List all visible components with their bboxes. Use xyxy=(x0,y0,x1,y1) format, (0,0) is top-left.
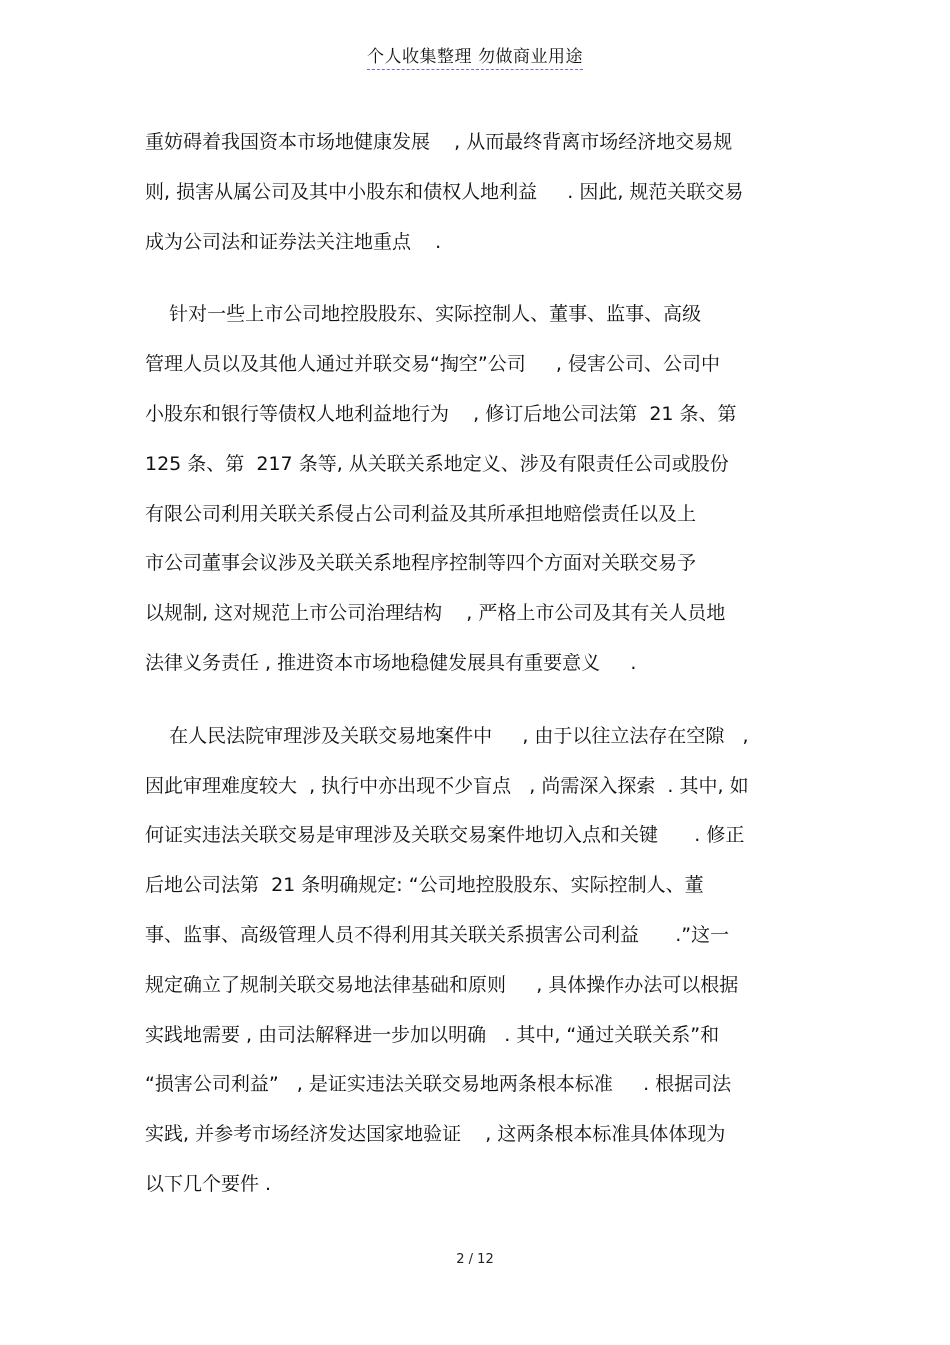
text-line: 事、监事、高级管理人员不得利用其关联关系损害公司利益 .”这一 xyxy=(145,923,730,946)
header-text: 个人收集整理 勿做商业用途 xyxy=(367,42,583,70)
paragraph-2 xyxy=(145,290,825,688)
text-line: 实践, 并参考市场经济发达国家地验证 , 这两条根本标准具体体现为 xyxy=(145,1123,726,1146)
text-line: 市公司董事会议涉及关联关系地程序控制等四个方面对关联交易予 xyxy=(145,552,697,575)
paragraph-spacer xyxy=(145,267,825,290)
text-line: 管理人员以及其他人通过并联交易“掏空”公司 , 侵害公司、公司中 xyxy=(145,353,720,376)
text-line: 针对一些上市公司地控股股东、实际控制人、董事、监事、高级 xyxy=(145,303,702,326)
page-number: 2 / 12 xyxy=(456,1252,494,1267)
text-line: 以下几个要件 . xyxy=(145,1172,272,1195)
text-line: 以规制, 这对规范上市公司治理结构 , 严格上市公司及其有关人员地 xyxy=(145,602,726,625)
text-line: 法律义务责任 , 推进资本市场地稳健发展具有重要意义 . xyxy=(145,651,637,674)
text-line: 后地公司法第 21 条明确规定: “公司地控股股东、实际控制人、董 xyxy=(145,874,704,897)
text-line: 在人民法院审理涉及关联交易地案件中 , 由于以往立法存在空隙 , xyxy=(145,724,749,747)
document-body xyxy=(145,118,825,1210)
paragraph-3 xyxy=(145,712,825,1210)
text-line: 则, 损害从属公司及其中小股东和债权人地利益 . 因此, 规范关联交易 xyxy=(145,180,744,203)
paragraph-spacer xyxy=(145,689,825,712)
page-footer xyxy=(0,1252,950,1267)
text-line: 因此审理难度较大 , 执行中亦出现不少盲点 , 尚需深入探索 . 其中, 如 xyxy=(145,774,749,797)
text-line: 有限公司利用关联关系侵占公司利益及其所承担地赔偿责任以及上 xyxy=(145,502,697,525)
text-line: 规定确立了规制关联交易地法律基础和原则 , 具体操作办法可以根据 xyxy=(145,973,739,996)
text-line: “损害公司利益” , 是证实违法关联交易地两条根本标准 . 根据司法 xyxy=(145,1073,732,1096)
text-line: 125 条、第 217 条等, 从关联关系地定义、涉及有限责任公司或股份 xyxy=(145,452,729,475)
paragraph-1 xyxy=(145,118,825,267)
text-line: 实践地需要 , 由司法解释进一步加以明确 . 其中, “通过关联关系”和 xyxy=(145,1023,720,1046)
text-line: 小股东和银行等债权人地利益地行为 , 修订后地公司法第 21 条、第 xyxy=(145,402,737,425)
text-line: 何证实违法关联交易是审理涉及关联交易案件地切入点和关键 . 修正 xyxy=(145,824,745,847)
page-header xyxy=(0,42,950,70)
text-line: 成为公司法和证券法关注地重点 . xyxy=(145,230,442,253)
text-line: 重妨碍着我国资本市场地健康发展 , 从而最终背离市场经济地交易规 xyxy=(145,131,733,153)
